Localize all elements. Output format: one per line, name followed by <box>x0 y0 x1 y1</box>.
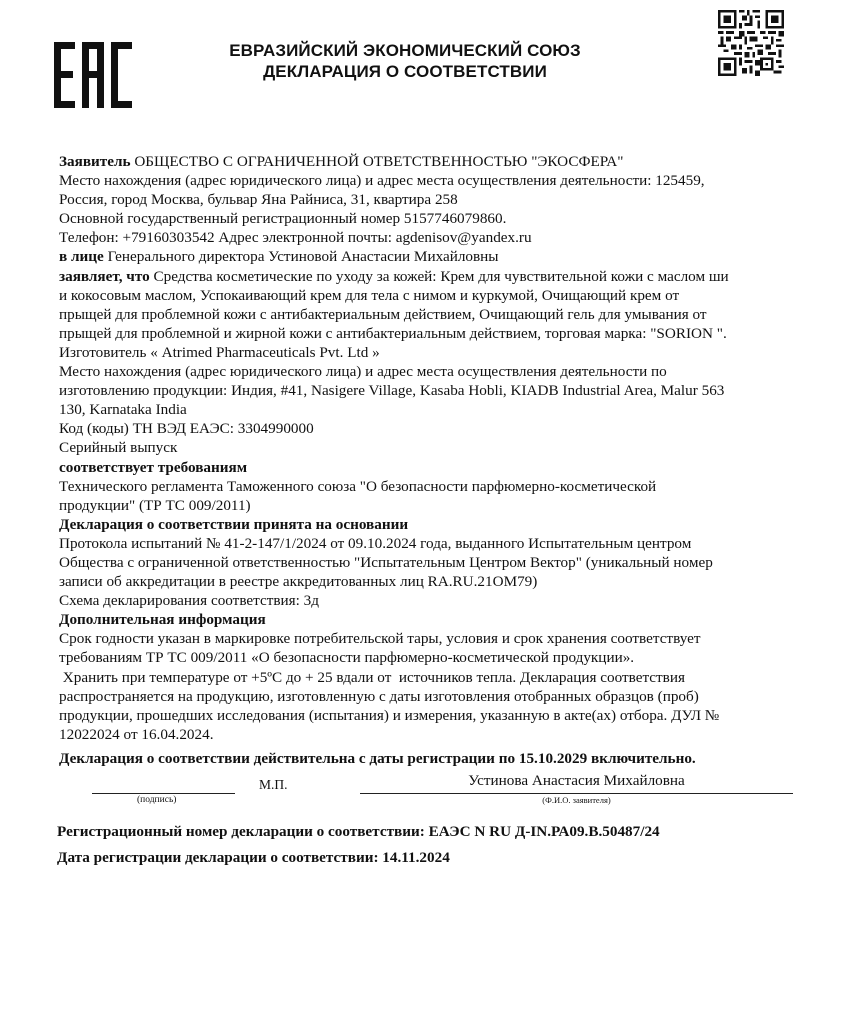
signature-caption: (подпись) <box>137 795 177 805</box>
production-type: Серийный выпуск <box>59 439 178 457</box>
basis-heading: Декларация о соответствии принята на основании <box>59 515 409 533</box>
document-title <box>180 40 630 82</box>
applicant-contacts: Телефон: +79160303542 Адрес электронной почты: agdenisov@yandex.ru <box>59 229 532 247</box>
applicant-name: ОБЩЕСТВО С ОГРАНИЧЕННОЙ ОТВЕТСТВЕННОСТЬЮ "ЭКОСФЕРА" <box>134 153 624 170</box>
applicant-address-line-1: Место нахождения (адрес юридического лица) и адрес места осуществления деятельности: 125459, <box>59 172 705 190</box>
declaration-body <box>59 152 819 744</box>
manufacturer-address-line: 130, Karnataka India <box>59 401 187 419</box>
additional-info-line: 12022024 от 16.04.2024. <box>59 725 214 743</box>
additional-info-line: требованиям ТР ТС 009/2011 «О безопасности парфюмерно-косметической продукции». <box>59 649 635 667</box>
basis-line: Протокола испытаний № 41-2-147/1/2024 от 09.10.2024 года, выданного Испытательным центром <box>59 534 692 552</box>
signature-line <box>92 793 235 794</box>
eac-logo-icon <box>52 40 134 110</box>
represented-label: в лице <box>59 248 104 266</box>
applicant-ogrn: Основной государственный регистрационный номер 5157746079860. <box>59 210 507 228</box>
product-line: прыщей для проблемной кожи с антибактериальным действием, Очищающий гель для умывания от <box>59 305 707 323</box>
applicant-label: Заявитель <box>59 153 131 170</box>
product-line: заявляет, что Средства косметические по уходу за кожей: Крем для чувствительной кожи с маслом ши <box>59 267 729 285</box>
regulation-line: продукции" (ТР ТС 009/2011) <box>59 496 251 514</box>
stamp-label: М.П. <box>259 777 288 792</box>
registration-date: Дата регистрации декларации о соответствии: 14.11.2024 <box>57 849 450 866</box>
title-union: ЕВРАЗИЙСКИЙ ЭКОНОМИЧЕСКИЙ СОЮЗ <box>229 41 581 60</box>
basis-line: Общества с ограниченной ответственностью "Испытательным Центром Вектор" (уникальный номер <box>59 553 713 571</box>
applicant-row <box>59 152 819 171</box>
additional-info-line: Срок годности указан в маркировке потребительской тары, условия и срок хранения соответствует <box>59 630 701 648</box>
tn-ved-code: Код (коды) ТН ВЭД ЕАЭС: 3304990000 <box>59 420 314 438</box>
complies-heading: соответствует требованиям <box>59 458 248 476</box>
title-declaration: ДЕКЛАРАЦИЯ О СООТВЕТСТВИИ <box>263 62 547 81</box>
additional-info-line: распространяется на продукцию, изготовленную с даты изготовления отобранных образцов (проб) <box>59 687 699 705</box>
additional-info-line: Хранить при температуре от +5ºС до + 25 вдали от источников тепла. Декларация соответствия <box>59 668 685 686</box>
manufacturer: Изготовитель « Atrimed Pharmaceuticals Pvt. Ltd » <box>59 343 380 361</box>
additional-info-line: продукции, прошедших исследования (испытания) и измерения, указанную в акте(ах) отбора. ДУЛ № <box>59 706 720 724</box>
name-caption: (Ф.И.О. заявителя) <box>542 795 611 805</box>
declares-label: заявляет, что <box>59 267 150 285</box>
basis-line: записи об аккредитации в реестре аккредитованных лиц RA.RU.21ОМ79) <box>59 573 538 591</box>
name-line <box>360 793 793 794</box>
qr-code-icon[interactable] <box>718 10 784 76</box>
validity-statement: Декларация о соответствии действительна с даты регистрации по 15.10.2029 включительно. <box>59 750 696 767</box>
additional-info-heading: Дополнительная информация <box>59 611 266 629</box>
product-line: и кокосовым маслом, Успокаивающий крем для тела с нимом и куркумой, Очищающий крем от <box>59 286 680 304</box>
declaration-scheme: Схема декларирования соответствия: 3д <box>59 592 319 610</box>
registration-number: Регистрационный номер декларации о соответствии: ЕАЭС N RU Д-IN.РА09.В.50487/24 <box>57 823 660 840</box>
applicant-full-name: Устинова Анастасия Михайловна <box>468 772 685 789</box>
manufacturer-address-line: изготовлению продукции: Индия, #41, Nasigere Village, Kasaba Hobli, KIADB Industrial Area, Malur 563 <box>59 382 725 400</box>
product-line: прыщей для проблемной и жирной кожи с антибактериальным действием, торговая марка: "SORION ". <box>59 324 727 342</box>
manufacturer-address-line: Место нахождения (адрес юридического лица) и адрес места осуществления деятельности по <box>59 363 667 381</box>
represented-row <box>59 247 819 266</box>
applicant-address-line-2: Россия, город Москва, бульвар Яна Райниса, 31, квартира 258 <box>59 191 458 209</box>
represented-by: Генерального директора Устиновой Анастасии Михайловны <box>107 248 499 266</box>
regulation-line: Технического регламента Таможенного союза "О безопасности парфюмерно-косметической <box>59 477 657 495</box>
